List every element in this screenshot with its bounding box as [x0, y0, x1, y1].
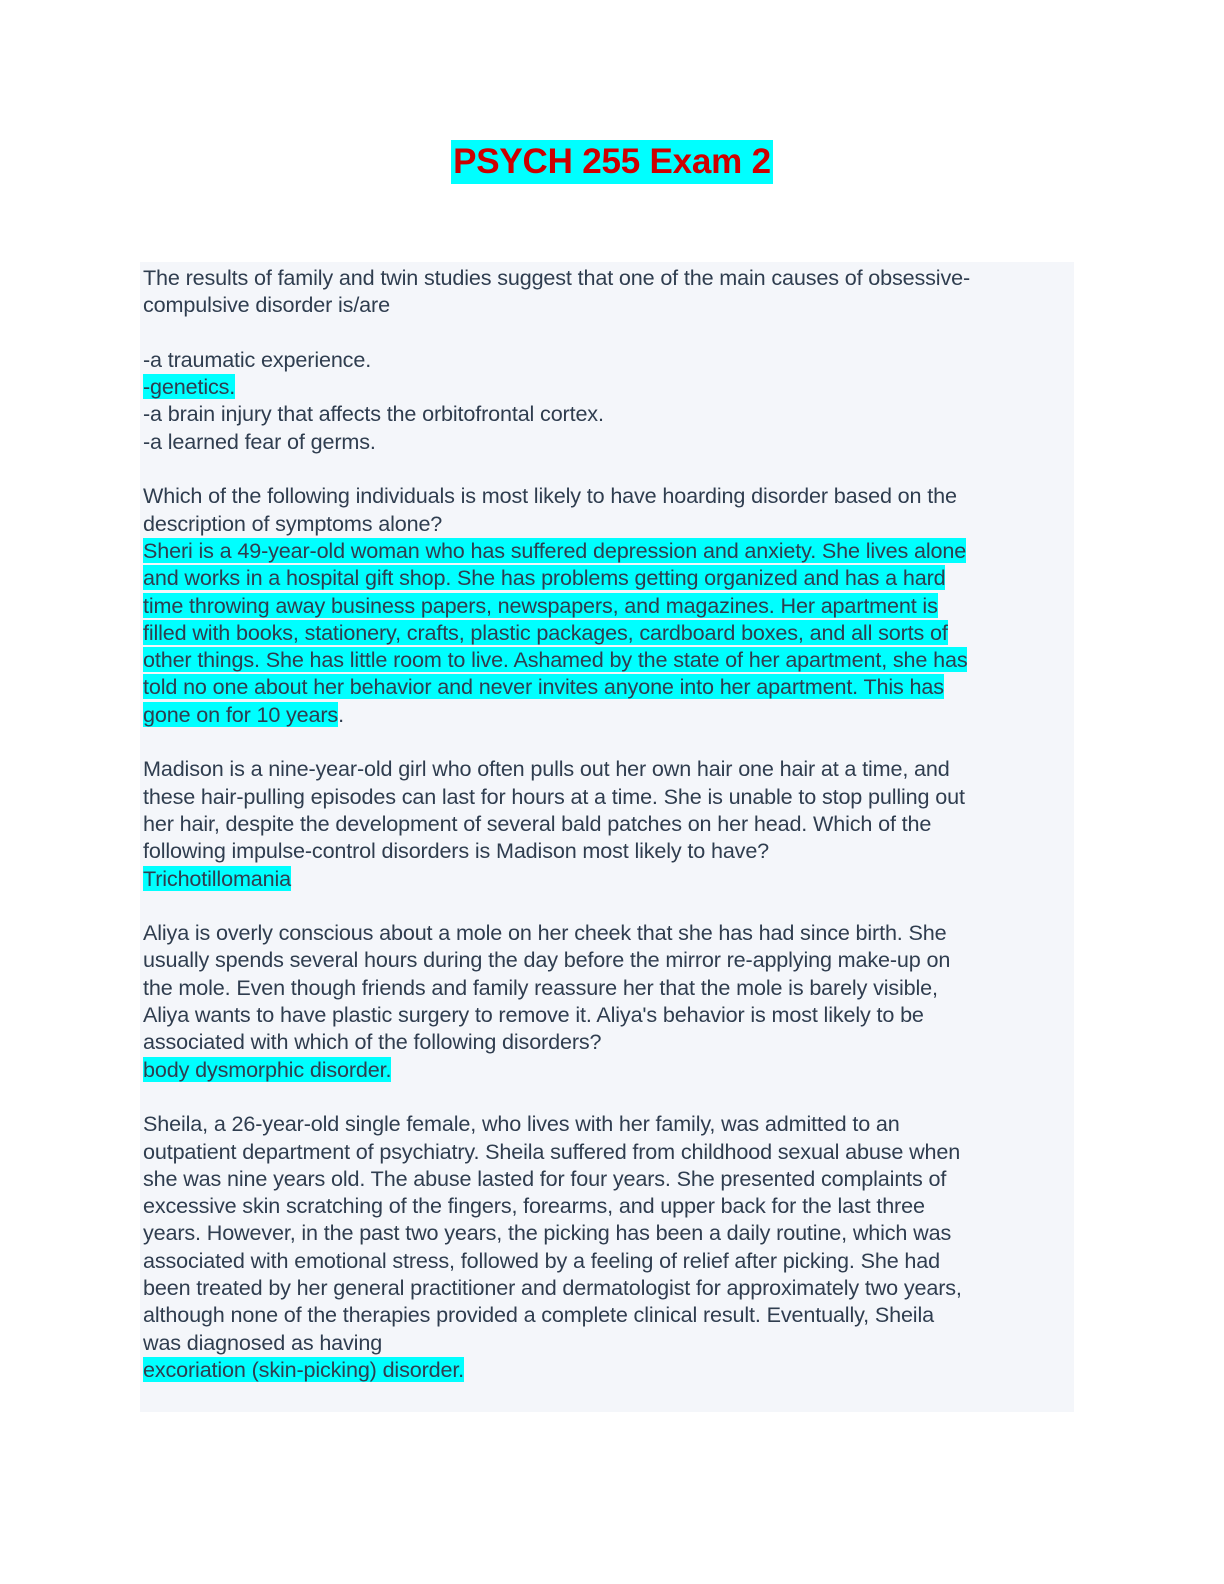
q1-question-line: compulsive disorder is/are — [143, 292, 390, 318]
answer-highlight: other things. She has little room to live. Ashamed by the state of her apartment, she has — [143, 647, 968, 673]
q5-question-line: although none of the therapies provided a complete clinical result. Eventually, Sheila — [143, 1302, 934, 1328]
q2-answer-line — [143, 564, 1078, 591]
q4-question-line: usually spends several hours during the day before the mirror re-applying make-up on — [143, 947, 951, 973]
q4-answer-line — [143, 1056, 1078, 1083]
spacer — [143, 728, 1078, 755]
q1-option: -a learned fear of germs. — [143, 428, 376, 454]
q1-question-line: The results of family and twin studies suggest that one of the main causes of obsessive- — [143, 265, 970, 290]
page-title: PSYCH 255 Exam 2 — [451, 140, 773, 184]
q5-question-line: associated with emotional stress, followed by a feeling of relief after picking. She had — [143, 1247, 941, 1273]
spacer — [143, 455, 1078, 482]
q2-answer-line — [143, 537, 1078, 564]
q5-question-line: years. However, in the past two years, the picking has been a daily routine, which was — [143, 1220, 952, 1246]
q5-question-line: Sheila, a 26-year-old single female, who lives with her family, was admitted to an — [143, 1111, 900, 1137]
spacer — [143, 892, 1078, 919]
q4-question-line: associated with which of the following disorders? — [143, 1029, 602, 1055]
answer-highlight: gone on for 10 years — [143, 701, 339, 727]
answer-highlight: excoriation (skin-picking) disorder. — [143, 1356, 465, 1382]
answer-highlight: and works in a hospital gift shop. She has problems getting organized and has a hard — [143, 565, 946, 591]
q5-question-line: excessive skin scratching of the fingers, forearms, and upper back for the last three — [143, 1193, 925, 1219]
answer-highlight: Sheri is a 49-year-old woman who has suffered depression and anxiety. She lives alone — [143, 537, 967, 563]
answer-highlight: time throwing away business papers, newspapers, and magazines. Her apartment is — [143, 592, 938, 618]
q1-option: -a traumatic experience. — [143, 346, 372, 372]
q3-answer-line — [143, 865, 1078, 892]
q5-question-line: outpatient department of psychiatry. Sheila suffered from childhood sexual abuse when — [143, 1138, 961, 1164]
q4-question-line: the mole. Even though friends and family reassure her that the mole is barely visible, — [143, 974, 938, 1000]
q5-question-line: was diagnosed as having — [143, 1329, 383, 1355]
q1-option: -a brain injury that affects the orbitofrontal cortex. — [143, 401, 604, 427]
answer-highlight: filled with books, stationery, crafts, plastic packages, cardboard boxes, and all sorts of — [143, 619, 948, 645]
q5-question-line: she was nine years old. The abuse lasted for four years. She presented complaints of — [143, 1165, 947, 1191]
q3-question-line: her hair, despite the development of several bald patches on her head. Which of the — [143, 810, 932, 836]
q4-question-line: Aliya wants to have plastic surgery to remove it. Aliya's behavior is most likely to be — [143, 1002, 924, 1028]
q3-question-line: following impulse-control disorders is Madison most likely to have? — [143, 838, 770, 864]
title-area — [0, 140, 1224, 184]
q1-option-correct — [143, 373, 1078, 400]
answer-period: . — [338, 701, 344, 727]
spacer — [143, 1083, 1078, 1110]
spacer — [143, 319, 1078, 346]
content-panel — [140, 262, 1074, 1412]
q2-answer-line — [143, 646, 1078, 673]
q3-question-line: Madison is a nine-year-old girl who often pulls out her own hair one hair at a time, and — [143, 756, 950, 782]
q5-question-line: been treated by her general practitioner and dermatologist for approximately two years, — [143, 1274, 962, 1300]
q2-question-line: description of symptoms alone? — [143, 510, 443, 536]
answer-highlight: body dysmorphic disorder. — [143, 1056, 392, 1082]
q2-answer-line — [143, 701, 1078, 728]
answer-highlight: Trichotillomania — [143, 865, 292, 891]
q2-answer-line — [143, 592, 1078, 619]
q3-question-line: these hair-pulling episodes can last for hours at a time. She is unable to stop pulling out — [143, 783, 965, 809]
answer-highlight: told no one about her behavior and never invites anyone into her apartment. This has — [143, 674, 944, 700]
answer-highlight: -genetics. — [143, 374, 236, 400]
question-list — [143, 264, 1078, 1383]
q2-answer-line — [143, 673, 1078, 700]
q2-answer-line — [143, 619, 1078, 646]
q5-answer-line — [143, 1356, 1078, 1383]
q2-question-line: Which of the following individuals is most likely to have hoarding disorder based on the — [143, 483, 957, 509]
q4-question-line: Aliya is overly conscious about a mole on her cheek that she has had since birth. She — [143, 920, 947, 946]
